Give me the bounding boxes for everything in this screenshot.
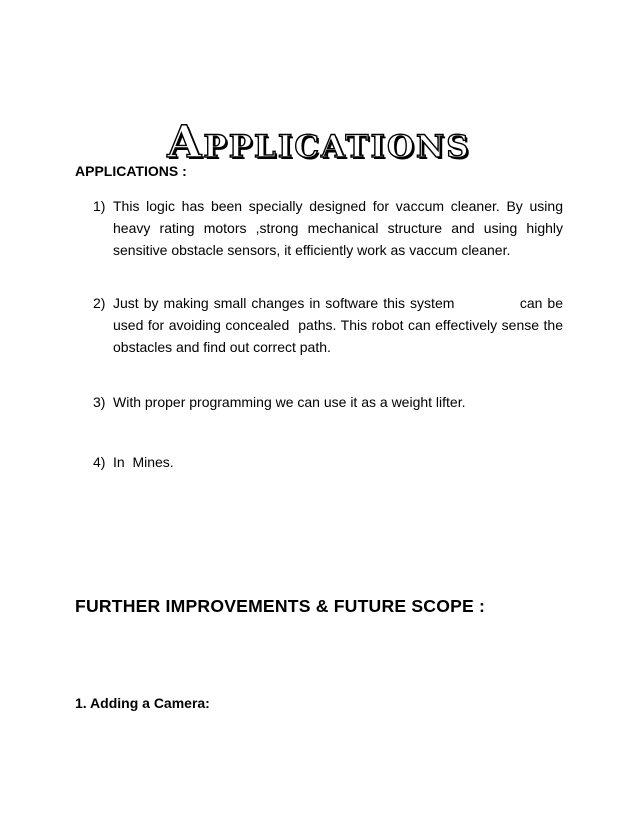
list-item xyxy=(76,391,563,413)
list-item-number: 1) xyxy=(93,198,106,214)
list-item xyxy=(76,195,563,261)
list-item-text: This logic has been specially designed for vaccum cleaner. By using heavy rating motors ,strong mechanical structure and using highly sensitive obstacle sensors, it efficiently work as vaccum cleaner. xyxy=(113,198,563,258)
subheading-adding-camera: 1. Adding a Camera: xyxy=(75,695,210,711)
further-improvements-heading: FURTHER IMPROVEMENTS & FUTURE SCOPE : xyxy=(75,596,486,616)
list-item-text: In Mines. xyxy=(113,454,174,470)
list-item-text: With proper programming we can use it as a weight lifter. xyxy=(113,394,466,410)
applications-heading: APPLICATIONS : xyxy=(75,163,187,179)
list-item-number: 4) xyxy=(93,454,106,470)
list-item xyxy=(76,292,563,358)
list-item-number: 2) xyxy=(93,295,106,311)
list-item-text: Just by making small changes in software this system can be used for avoiding concealed paths. This robot can effectively sense the obstacles and find out correct path. xyxy=(113,295,563,355)
list-item xyxy=(76,451,563,473)
page-title: Applications xyxy=(167,117,471,169)
list-item-number: 3) xyxy=(93,394,106,410)
